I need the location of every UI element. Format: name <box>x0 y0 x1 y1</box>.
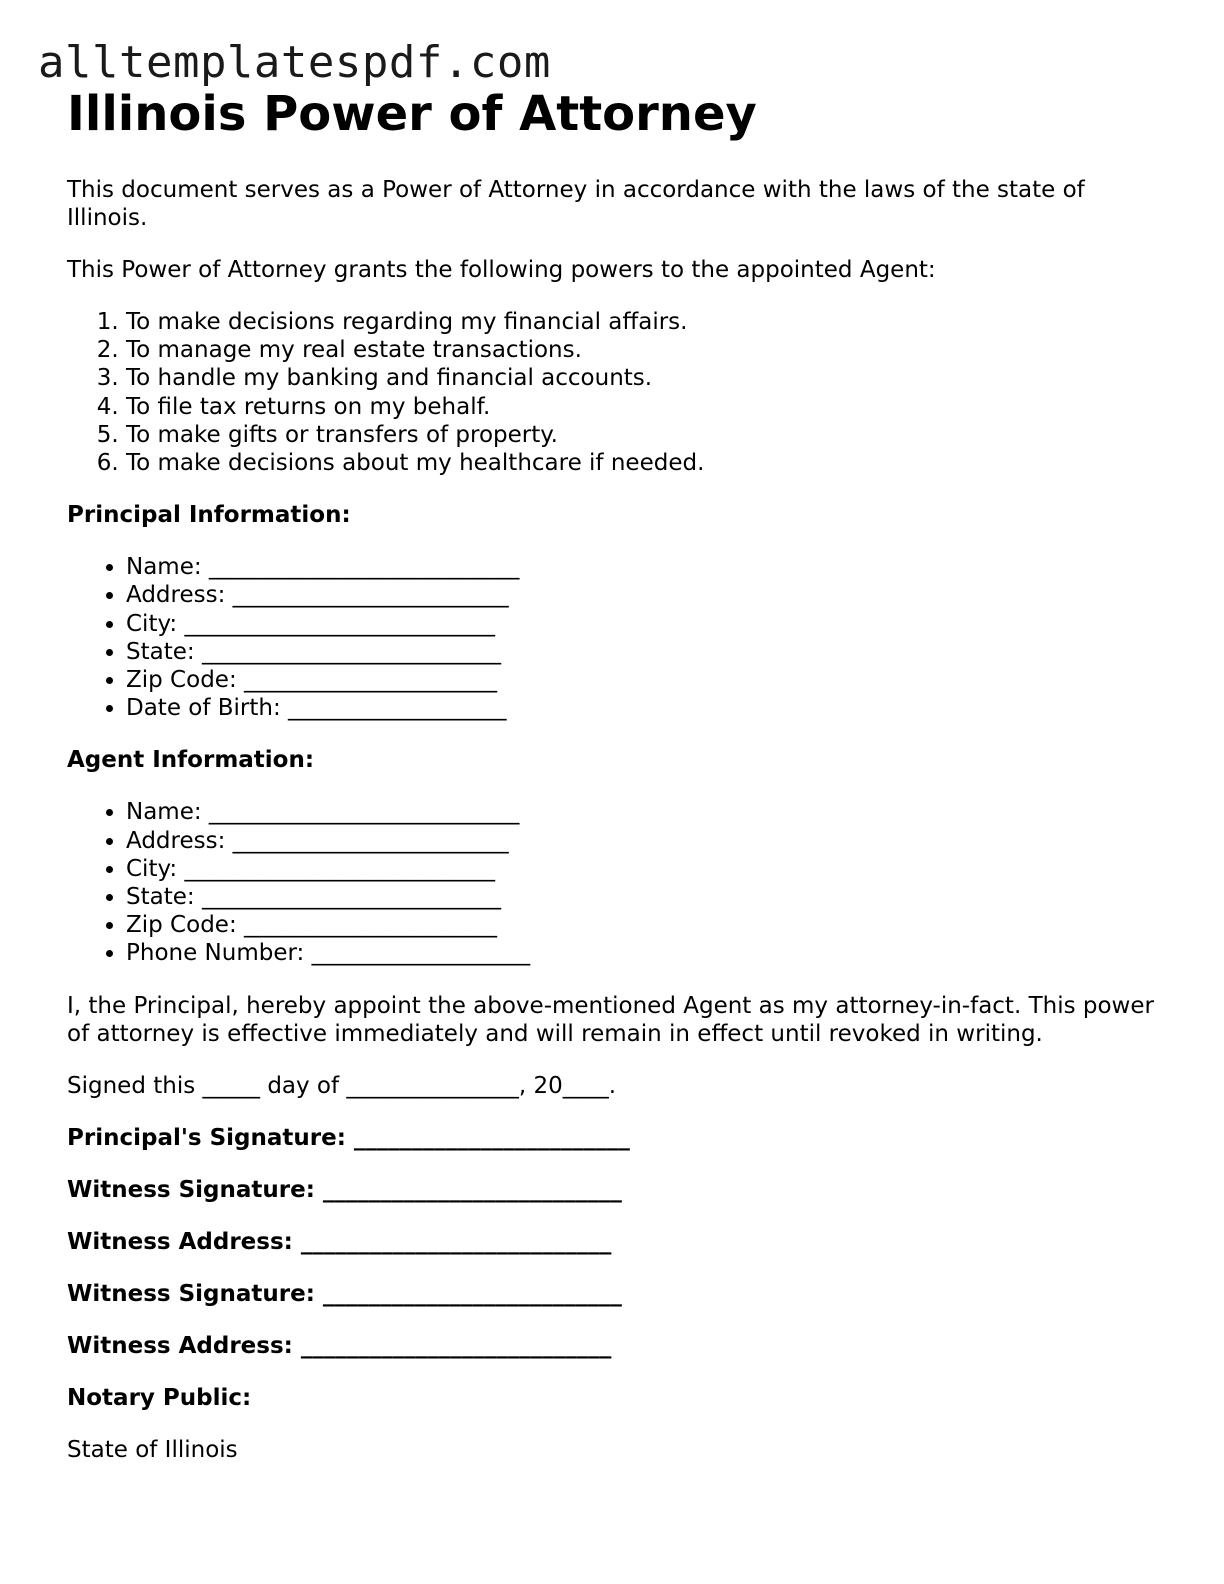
power-item: 3. To handle my banking and financial accounts. <box>126 364 1167 392</box>
agent-state-field[interactable]: • State: __________________________ <box>126 883 1167 911</box>
principal-dob-field[interactable]: • Date of Birth: ___________________ <box>126 694 1167 722</box>
principal-address-field[interactable]: • Address: ________________________ <box>126 581 1167 609</box>
principal-information-heading: Principal Information: <box>67 502 351 529</box>
principal-zip-field[interactable]: • Zip Code: ______________________ <box>126 666 1167 694</box>
agent-name-field[interactable]: • Name: ___________________________ <box>126 798 1167 826</box>
witness-signature-line[interactable]: Witness Signature: __________________________ <box>67 1176 622 1203</box>
witness-address-line[interactable]: Witness Address: ___________________________ <box>67 1332 612 1359</box>
witness-signature-line[interactable]: Witness Signature: __________________________ <box>67 1280 622 1307</box>
agent-fields-list <box>67 798 1167 967</box>
appointment-paragraph: I, the Principal, hereby appoint the above-mentioned Agent as my attorney-in-fact. This power of attorney is effective immediately and will remain in effect until revoked in writing. <box>67 992 1154 1047</box>
witness-address-line[interactable]: Witness Address: ___________________________ <box>67 1228 612 1255</box>
site-watermark: alltemplatespdf.com <box>38 37 551 88</box>
agent-city-field[interactable]: • City: ___________________________ <box>126 855 1167 883</box>
power-item: 2. To manage my real estate transactions. <box>126 336 1167 364</box>
document-title: Illinois Power of Attorney <box>67 86 757 142</box>
powers-intro-paragraph: This Power of Attorney grants the following powers to the appointed Agent: <box>67 257 936 283</box>
principal-signature-line[interactable]: Principal's Signature: ________________________ <box>67 1124 630 1151</box>
principal-name-field[interactable]: • Name: ___________________________ <box>126 553 1167 581</box>
principal-city-field[interactable]: • City: ___________________________ <box>126 610 1167 638</box>
document-page <box>67 84 1167 1464</box>
notary-public-heading: Notary Public: <box>67 1384 252 1411</box>
signed-date-line[interactable]: Signed this _____ day of _______________, 20____. <box>67 1072 617 1099</box>
power-item: 4. To file tax returns on my behalf. <box>126 393 1167 421</box>
powers-list <box>67 308 1167 477</box>
agent-information-heading: Agent Information: <box>67 747 315 774</box>
power-item: 6. To make decisions about my healthcare if needed. <box>126 449 1167 477</box>
principal-fields-list <box>67 553 1167 722</box>
notary-state-line: State of Illinois <box>67 1436 238 1463</box>
agent-address-field[interactable]: • Address: ________________________ <box>126 827 1167 855</box>
principal-state-field[interactable]: • State: __________________________ <box>126 638 1167 666</box>
agent-phone-field[interactable]: • Phone Number: ___________________ <box>126 939 1167 967</box>
agent-zip-field[interactable]: • Zip Code: ______________________ <box>126 911 1167 939</box>
power-item: 5. To make gifts or transfers of property. <box>126 421 1167 449</box>
intro-paragraph: This document serves as a Power of Attorney in accordance with the laws of the state of Illinois. <box>67 177 1085 231</box>
power-item: 1. To make decisions regarding my financial affairs. <box>126 308 1167 336</box>
